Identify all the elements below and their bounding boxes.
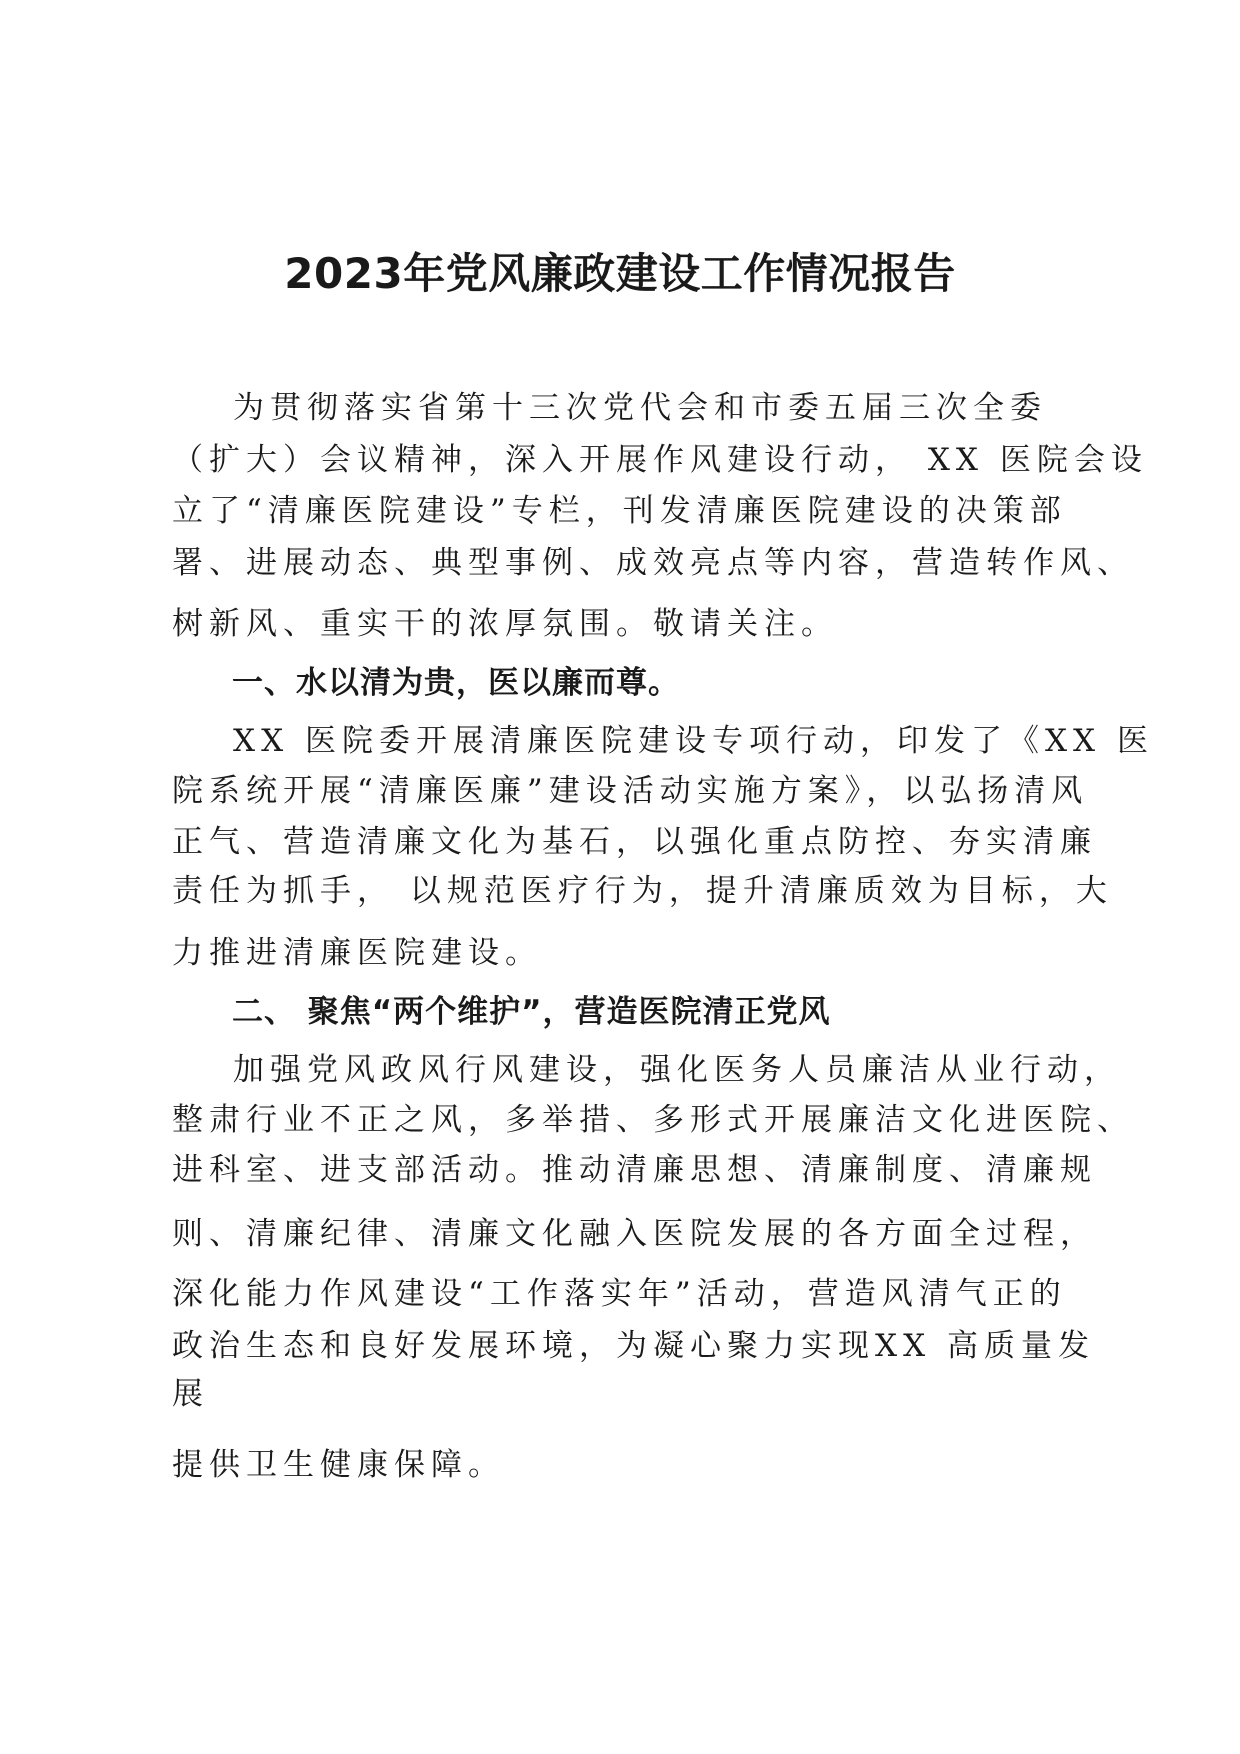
paragraph-line: 政治生态和良好发展环境，为凝心聚力实现XX 高质量发 xyxy=(172,1328,1095,1364)
paragraph-line: XX 医院委开展清廉医院建设专项行动，印发了《XX 医 xyxy=(233,723,1154,759)
paragraph-line: 树新风、重实干的浓厚氛围。敬请关注。 xyxy=(172,606,838,642)
paragraph-line: 则、清廉纪律、清廉文化融入医院发展的各方面全过程， xyxy=(172,1216,1097,1252)
paragraph-line: 进科室、进支部活动。推动清廉思想、清廉制度、清廉规 xyxy=(172,1152,1097,1188)
paragraph-line: 提供卫生健康保障。 xyxy=(172,1447,505,1483)
paragraph-line: 力推进清廉医院建设。 xyxy=(172,935,542,971)
paragraph-line: 责任为抓手， 以规范医疗行为，提升清廉质效为目标，大 xyxy=(172,873,1113,909)
paragraph-line: 正气、营造清廉文化为基石，以强化重点防控、夯实清廉 xyxy=(172,824,1097,860)
document-title: 2023年党风廉政建设工作情况报告 xyxy=(284,249,956,298)
paragraph-line: 署、进展动态、典型事例、成效亮点等内容，营造转作风、 xyxy=(172,545,1134,581)
section-heading-1: 一、水以清为贵，医以廉而尊。 xyxy=(232,665,680,701)
paragraph-line: 院系统开展“清廉医廉”建设活动实施方案》，以弘扬清风 xyxy=(172,773,1089,809)
section-heading-2: 二、 聚焦“两个维护”，营造医院清正党风 xyxy=(232,994,831,1030)
paragraph-line: 整肃行业不正之风，多举措、多形式开展廉洁文化进医院、 xyxy=(172,1102,1134,1138)
paragraph-line: 深化能力作风建设“工作落实年”活动，营造风清气正的 xyxy=(172,1276,1067,1312)
paragraph-line: 为贯彻落实省第十三次党代会和市委五届三次全委 xyxy=(233,390,1047,426)
paragraph-line: 展 xyxy=(172,1376,209,1412)
paragraph-line: 立了“清廉医院建设”专栏，刊发清廉医院建设的决策部 xyxy=(172,493,1067,529)
paragraph-line: 加强党风政风行风建设，强化医务人员廉洁从业行动， xyxy=(233,1052,1121,1088)
paragraph-line: （扩大）会议精神，深入开展作风建设行动， XX 医院会设 xyxy=(172,442,1148,478)
